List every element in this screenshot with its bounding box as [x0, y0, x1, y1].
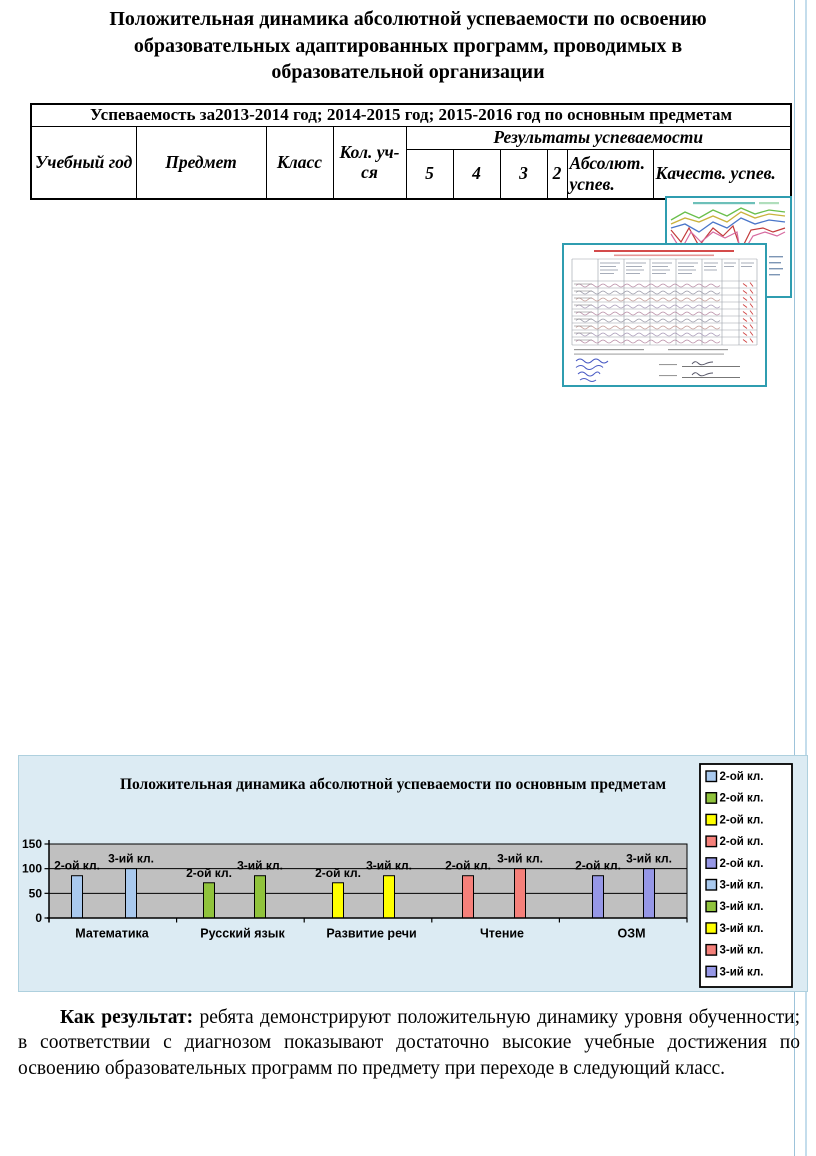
category-label: Русский язык [200, 926, 285, 941]
bar [126, 869, 137, 918]
handwriting-scribble [576, 333, 720, 336]
handwriting-scribble [576, 340, 720, 343]
col-header-qual: Качеств. успев. [653, 149, 791, 199]
bar-label: 3-ий кл. [366, 858, 412, 873]
legend-swatch [706, 901, 717, 912]
bar [72, 876, 83, 918]
bar-label: 3-ий кл. [108, 851, 154, 866]
bar-chart [19, 756, 807, 991]
col-header-year: Учебный год [31, 126, 136, 199]
embedded-doc-achievement-sheet-preview [562, 243, 767, 387]
conclusion-lead: Как результат: [60, 1007, 194, 1028]
achievement-sheet-thumbnail [564, 245, 765, 385]
handwriting-scribble [743, 325, 753, 329]
y-axis-label: 50 [28, 886, 42, 901]
chart-title: Положительная динамика абсолютной успеваемости по основным предметам [119, 776, 667, 793]
bar-label: 2-ой кл. [445, 858, 491, 873]
legend-item-label: 2-ой кл. [719, 857, 764, 870]
bar-label: 3-ий кл. [237, 858, 283, 873]
legend-item-label: 3-ий кл. [719, 901, 764, 914]
bar [515, 869, 526, 918]
legend-swatch [706, 814, 717, 825]
legend-swatch [706, 945, 717, 956]
bar-label: 2-ой кл. [54, 858, 100, 873]
bar [593, 876, 604, 918]
col-header-grade2: 2 [547, 149, 567, 199]
handwriting-scribble [743, 304, 753, 308]
y-axis-label: 0 [35, 911, 42, 925]
col-header-grade5: 5 [406, 149, 453, 199]
col-header-subject: Предмет [136, 126, 266, 199]
legend-item-label: 2-ой кл. [719, 771, 764, 783]
col-header-grade3: 3 [500, 149, 547, 199]
col-header-count: Кол. уч-ся [333, 126, 406, 199]
bar [255, 876, 266, 918]
legend-swatch [706, 923, 717, 934]
legend-item-label: 3-ий кл. [719, 944, 764, 957]
bar-label: 2-ой кл. [315, 865, 361, 880]
legend-swatch [706, 793, 717, 804]
legend-swatch [706, 836, 717, 847]
category-label: ОЗМ [617, 926, 646, 941]
bar-label: 2-ой кл. [186, 865, 232, 880]
chart-box [18, 755, 808, 992]
legend-swatch [706, 858, 717, 869]
bar-label: 2-ой кл. [575, 858, 621, 873]
handwriting-scribble [576, 312, 720, 315]
legend-swatch [706, 966, 717, 977]
category-label: Математика [75, 926, 149, 941]
bar [644, 869, 655, 918]
handwriting-scribble [576, 305, 720, 308]
bar [463, 876, 474, 918]
bar [204, 883, 215, 918]
bar-label: 3-ий кл. [497, 851, 543, 866]
handwriting-scribble [576, 326, 720, 329]
handwriting-scribble [576, 319, 720, 322]
legend-swatch [706, 771, 717, 782]
handwriting-scribble [743, 332, 753, 336]
page-title: Положительная динамика абсолютной успеваемости по освоению образовательных адаптированных программ, проводимых в образовательной организации [109, 8, 707, 84]
results-table [30, 103, 792, 200]
conclusion-text: ребята демонстрируют положительную динамику уровня обученности; в соответствии с диагнозом показывают достаточно высокие учебные достижения по освоению образовательных программ по предмету при переходе в следующий класс. [18, 1007, 801, 1079]
legend-item-label: 2-ой кл. [719, 814, 764, 827]
legend-item-label: 3-ий кл. [719, 922, 764, 935]
handwriting-scribble [576, 298, 720, 301]
legend-item-label: 3-ий кл. [719, 966, 764, 979]
col-header-results: Результаты успеваемости [406, 126, 791, 149]
table-banner: Успеваемость за2013-2014 год; 2014-2015 год; 2015-2016 год по основным предметам [31, 104, 791, 126]
handwriting-scribble [743, 311, 753, 315]
col-header-abs: Абсолют. успев. [567, 149, 653, 199]
conclusion-paragraph [18, 1005, 800, 1081]
legend-swatch [706, 880, 717, 891]
bar [384, 876, 395, 918]
bar-label: 3-ий кл. [626, 851, 672, 866]
handwriting-scribble [743, 297, 753, 301]
col-header-grade4: 4 [453, 149, 500, 199]
bar [333, 883, 344, 918]
legend-item-label: 2-ой кл. [719, 836, 764, 849]
category-label: Развитие речи [326, 926, 417, 941]
legend-item-label: 2-ой кл. [719, 792, 764, 805]
handwriting-scribble [743, 283, 753, 287]
handwriting-scribble [576, 291, 720, 294]
handwriting-scribble [743, 339, 753, 343]
y-axis-label: 150 [21, 837, 42, 851]
category-label: Чтение [479, 926, 525, 941]
handwriting-scribble [743, 290, 753, 294]
col-header-class: Класс [266, 126, 333, 199]
y-axis-label: 100 [21, 861, 42, 876]
handwriting-scribble [743, 318, 753, 322]
legend-item-label: 3-ий кл. [719, 879, 764, 892]
handwriting-scribble [576, 284, 720, 287]
